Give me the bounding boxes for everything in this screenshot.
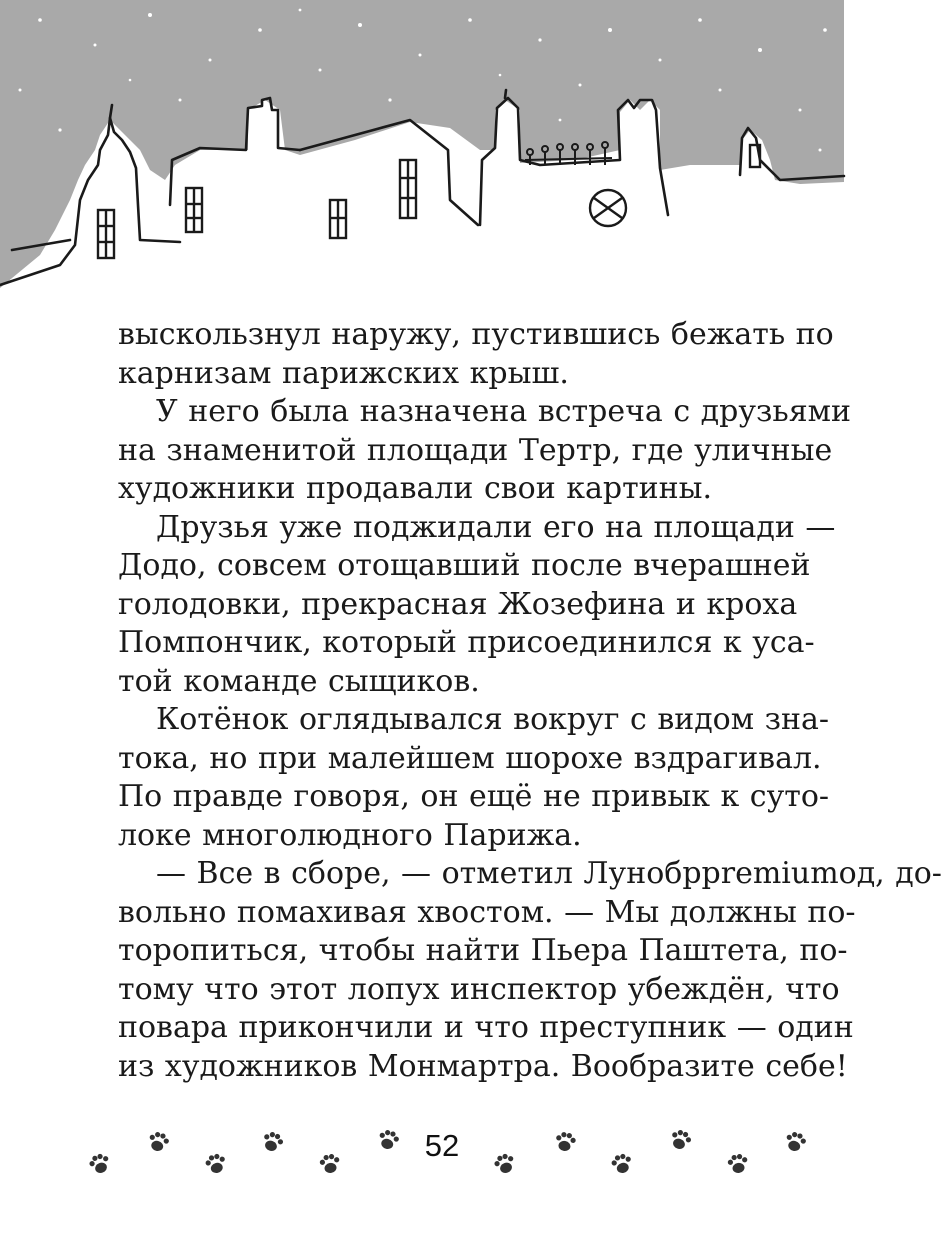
text-line: По правде говоря, он ещё не привык к суто- (118, 779, 830, 814)
text-line: — Все в сборе, — отметил Лунобрpremiumод, до- (156, 856, 942, 891)
paw-print-icon (668, 1128, 693, 1152)
paragraph-5 (118, 855, 942, 1086)
page-number: 52 (424, 1128, 460, 1163)
text-line: Додо, совсем отощавший после вчерашней (118, 548, 811, 583)
text-line: той команде сыщиков. (118, 663, 480, 699)
paw-print-icon (377, 1128, 401, 1151)
text-line: карнизам парижских крыш. (118, 355, 569, 391)
text-line: тому что этот лопух инспектор убеждён, что (118, 971, 840, 1007)
paw-print-icon (87, 1152, 112, 1176)
paragraph-1 (118, 316, 834, 393)
paw-print-icon (610, 1152, 634, 1175)
paw-print-icon (784, 1130, 808, 1153)
text-line: выскользнул наружу, пустившись бежать по (118, 317, 834, 352)
paw-print-icon (319, 1153, 342, 1175)
paragraph-4 (118, 701, 830, 855)
paw-print-icon (147, 1130, 171, 1153)
text-line: повара прикончили и что преступник — один (118, 1010, 854, 1045)
text-line: Помпончик, который присоединился к уса- (118, 625, 815, 660)
paw-print-icon (727, 1153, 750, 1175)
text-line: У него была назначена встреча с друзьями (156, 394, 851, 429)
text-line: Котёнок оглядывался вокруг с видом зна- (156, 702, 829, 737)
paw-print-icon (492, 1152, 517, 1176)
text-line: голодовки, прекрасная Жозефина и кроха (118, 586, 798, 622)
text-line: локе многолюдного Парижа. (118, 817, 582, 853)
text-line: торопиться, чтобы найти Пьера Паштета, по- (118, 933, 848, 968)
paragraph-2 (118, 393, 851, 509)
page-text (118, 316, 942, 1086)
paw-print-icon (260, 1130, 285, 1154)
paw-print-icon (554, 1131, 577, 1153)
paris-rooftops-illustration (0, 0, 844, 300)
text-line: художники продавали свои картины. (118, 471, 713, 506)
text-line: на знаменитой площади Тертр, где уличные (118, 432, 833, 468)
text-line: вольно помахивая хвостом. — Мы должны по- (118, 894, 856, 930)
paw-print-icon (204, 1152, 228, 1175)
text-line: Друзья уже поджидали его на площади — (156, 509, 836, 545)
text-line: тока, но при малейшем шорохе вздрагивал. (118, 740, 822, 776)
text-line: из художников Монмартра. Вообразите себе! (118, 1048, 848, 1084)
paragraph-3 (118, 509, 836, 702)
